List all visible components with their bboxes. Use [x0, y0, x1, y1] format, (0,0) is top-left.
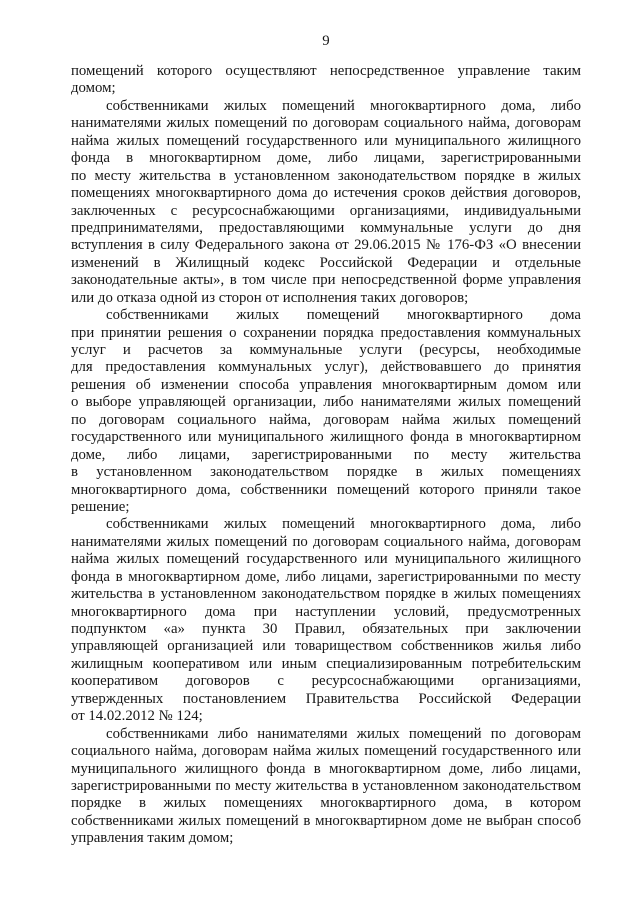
text-line: жилищным кооперативом или иным специализированным потребительским [71, 655, 581, 672]
text-line: социального найма, договорам найма жилых помещений государственного или [71, 743, 581, 760]
text-line: управления таким домом; [71, 830, 234, 847]
text-line: решение; [71, 498, 130, 515]
text-line: собственниками жилых помещений многоквартирного дома, либо [106, 516, 581, 533]
text-line: по договорам социального найма, договорам найма жилых помещений [71, 411, 581, 428]
text-line: управляющей организацией или товариществом собственников жилья либо [71, 638, 581, 655]
text-line: нанимателями жилых помещений по договорам социального найма, договорам [71, 533, 581, 550]
text-line: решения об изменении способа управления многоквартирным домом или [71, 376, 581, 393]
text-line: предпринимателями, предоставляющими коммунальные услуги до дня [71, 219, 581, 236]
text-line: кооперативом договоров с ресурсоснабжающими организациями, [71, 673, 581, 690]
text-line: собственниками жилых помещений в многоквартирном доме не выбран способ [71, 812, 581, 829]
text-line: жительства в установленном законодательством порядке в жилых помещениях [71, 586, 581, 603]
text-line: домом; [71, 80, 116, 97]
text-line: найма жилых помещений государственного или муниципального жилищного [71, 132, 581, 149]
text-line: услуг и расчетов за коммунальные услуги (ресурсы, необходимые [71, 342, 581, 358]
text-line: многоквартирного дома, собственники помещений которого приняли такое [71, 481, 581, 498]
paragraph [71, 307, 581, 516]
text-line: утвержденных постановлением Правительства Российской Федерации [71, 690, 581, 707]
text-line: для предоставления коммунальных услуг), действовавшего до принятия [71, 359, 581, 376]
text-line: найма жилых помещений государственного или муниципального жилищного [71, 551, 581, 568]
text-line: законодательные акты», в том числе при непосредственной форме управления [71, 272, 581, 289]
document-body [71, 63, 581, 848]
text-line: при принятии решения о сохранении порядка предоставления коммунальных [71, 324, 581, 341]
text-line: в установленном законодательством порядке в жилых помещениях [71, 464, 581, 481]
text-line: помещений которого осуществляют непосредственное управление таким [71, 63, 581, 79]
text-line: вступления в силу Федерального закона от 29.06.2015 № 176-ФЗ «О внесении [71, 237, 581, 254]
text-line: заключенных с ресурсоснабжающими организациями, индивидуальными [71, 202, 581, 219]
text-line: собственниками жилых помещений многоквартирного дома [106, 307, 581, 324]
text-line: помещениях многоквартирного дома до истечения сроков действия договоров, [71, 185, 581, 202]
text-line: муниципального жилищного фонда в многоквартирном доме, либо лицами, [71, 760, 581, 777]
paragraph [71, 726, 581, 848]
text-line: зарегистрированными по месту жительства в установленном законодательством [71, 777, 581, 794]
text-line: изменений в Жилищный кодекс Российской Федерации и отдельные [71, 254, 581, 271]
text-line: о выборе управляющей организации, либо нанимателями жилых помещений [71, 394, 581, 411]
text-line: порядке в жилых помещениях многоквартирного дома, в котором [71, 795, 581, 812]
text-line: доме, либо лицами, зарегистрированными по месту жительства [71, 446, 581, 463]
continued-paragraph [71, 63, 581, 98]
text-line: собственниками жилых помещений многоквартирного дома, либо [106, 97, 581, 114]
text-line: нанимателями жилых помещений по договорам социального найма, договорам [71, 115, 581, 132]
text-line: по месту жительства в установленном законодательством порядке в жилых [71, 167, 581, 184]
text-line: от 14.02.2012 № 124; [71, 708, 203, 725]
page-number: 9 [322, 33, 330, 49]
paragraph [71, 98, 581, 307]
text-line: или до отказа одной из сторон от исполнения таких договоров; [71, 289, 469, 306]
paragraph [71, 516, 581, 725]
text-line: фонда в многоквартирном доме, либо лицами, зарегистрированными по месту [71, 568, 581, 585]
text-line: подпунктом «а» пункта 30 Правил, обязательных при заключении [71, 621, 581, 637]
text-line: фонда в многоквартирном доме, либо лицами, зарегистрированными [71, 150, 581, 167]
text-line: многоквартирного дома при наступлении условий, предусмотренных [71, 603, 581, 620]
text-line: собственниками либо нанимателями жилых помещений по договорам [106, 725, 581, 742]
text-line: государственного или муниципального жилищного фонда в многоквартирном [71, 429, 581, 446]
